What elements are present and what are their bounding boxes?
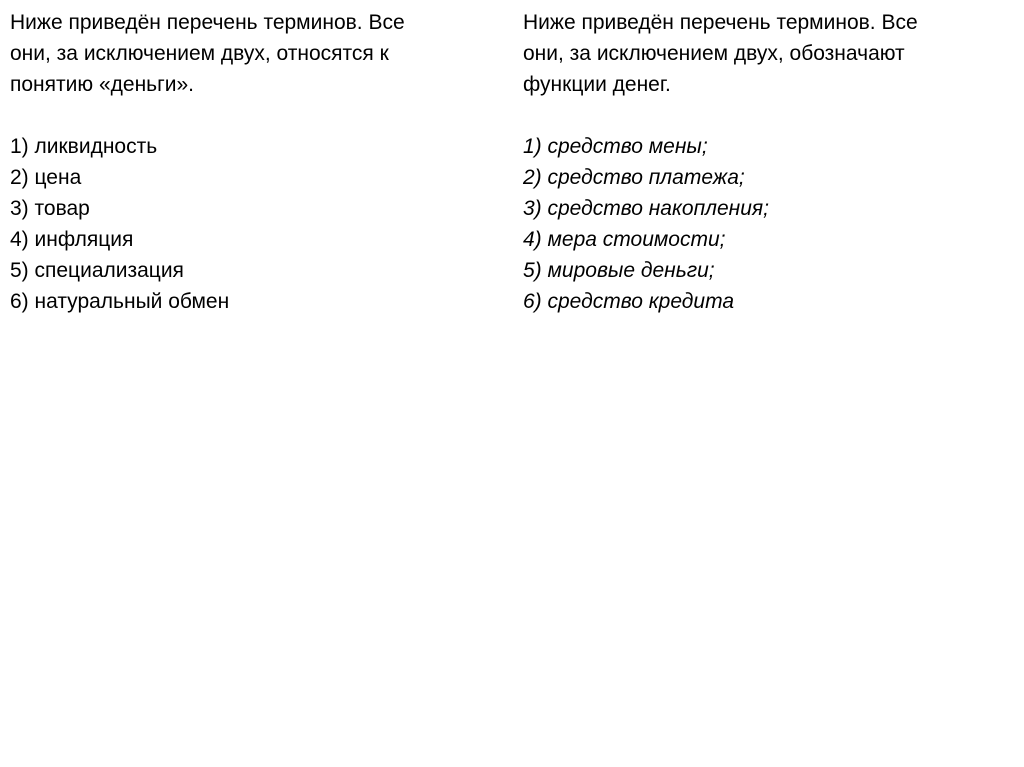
spacer — [523, 100, 993, 131]
list-item: 1) средство мены; — [523, 135, 708, 158]
list-item: 4) инфляция — [10, 228, 134, 251]
list-item: 3) товар — [10, 197, 90, 220]
intro-line: Ниже приведён перечень терминов. Все — [10, 11, 405, 34]
list-item: 2) средство платежа; — [523, 166, 745, 189]
intro-line: Ниже приведён перечень терминов. Все — [523, 11, 918, 34]
list-item: 6) натуральный обмен — [10, 290, 230, 313]
list-item: 4) мера стоимости; — [523, 228, 726, 251]
intro-line: они, за исключением двух, относятся к — [10, 42, 389, 65]
right-task-intro — [523, 7, 993, 100]
right-task-column — [523, 7, 993, 317]
list-item: 6) средство кредита — [523, 290, 735, 313]
left-task-column — [10, 7, 480, 317]
list-item: 3) средство накопления; — [523, 197, 769, 220]
list-item: 5) специализация — [10, 259, 184, 282]
list-item: 2) цена — [10, 166, 82, 189]
right-term-list — [523, 131, 993, 317]
intro-line: они, за исключением двух, обозначают — [523, 42, 905, 65]
list-item: 1) ликвидность — [10, 135, 158, 158]
intro-line: понятию «деньги». — [10, 73, 195, 96]
spacer — [10, 100, 480, 131]
left-term-list — [10, 131, 480, 317]
list-item: 5) мировые деньги; — [523, 259, 715, 282]
left-task-intro — [10, 7, 480, 100]
intro-line: функции денег. — [523, 73, 671, 96]
